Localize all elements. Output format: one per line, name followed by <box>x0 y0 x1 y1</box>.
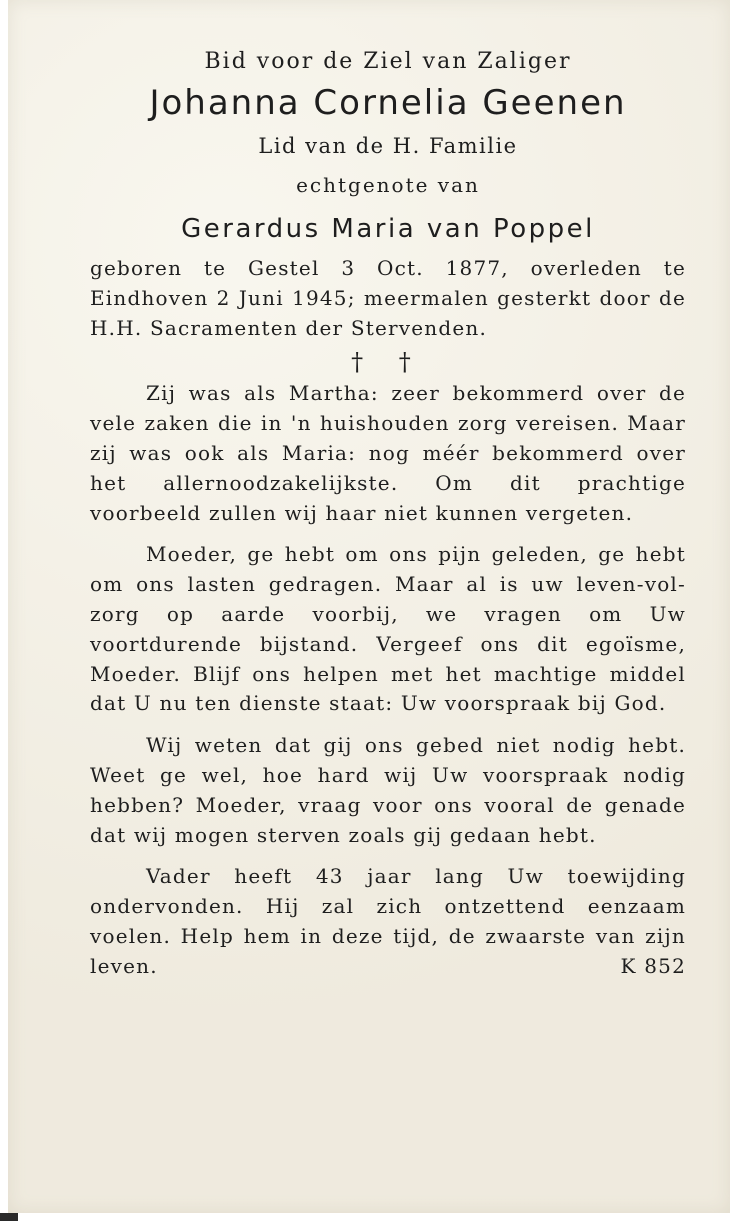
paragraph-vader <box>90 862 686 981</box>
scan-edge-light <box>18 1213 735 1221</box>
biography-paragraph: geboren te Gestel 3 Oct. 1877, overleden te Eindhoven 2 Juni 1945; meermalen gesterkt door de H.H. Sacramenten der Stervenden. <box>90 256 686 340</box>
paragraph-gap <box>90 850 686 862</box>
intro-line: Bid voor de Ziel van Zaliger <box>204 49 572 74</box>
spouse-intro: echtgenote van <box>296 173 480 197</box>
paragraph-gap <box>90 528 686 540</box>
card-content <box>90 44 686 982</box>
paragraph-gebed: Wij weten dat gij ons gebed niet nodig hebt. Weet ge wel, hoe hard wij Uw voorspraak nodig hebben? Moeder, vraag voor ons vooral de genade dat wij mogen sterven zoals gij gedaan hebt. <box>90 733 686 847</box>
paragraph-gap <box>90 719 686 731</box>
print-code: K 852 <box>620 953 686 978</box>
paragraph-martha: Zij was als Martha: zeer bekommerd over de vele zaken die in 'n huishouden zorg vereisen. Maar zij was ook als Maria: nog méér bekommerd over het allernoodzakelijkste. Om dit prachtige voorbeeld zullen wij haar niet kunnen vergeten. <box>90 381 686 525</box>
scan-edge-dark <box>0 1213 18 1221</box>
paragraph-vader-text: Vader heeft 43 jaar lang Uw toewijding ondervonden. Hij zal zich ontzettend eenzaam voelen. Help hem in deze tijd, de zwaarste van zijn leven. <box>90 864 686 978</box>
membership-line: Lid van de H. Familie <box>258 134 518 158</box>
deceased-name: Johanna Cornelia Geenen <box>149 83 627 123</box>
memorial-card <box>8 0 730 1213</box>
paragraph-moeder: Moeder, ge hebt om ons pijn geleden, ge hebt om ons lasten gedragen. Maar al is uw leven-vol-zorg op aarde voorbij, we vragen om Uw voortdurende bijstand. Vergeef ons dit egoïsme, Moeder. Blijf ons helpen met het machtige middel dat U nu ten dienste staat: Uw voorspraak bij God. <box>90 542 686 716</box>
spouse-name: Gerardus Maria van Poppel <box>181 214 595 244</box>
crosses-ornament: † † <box>351 348 425 377</box>
